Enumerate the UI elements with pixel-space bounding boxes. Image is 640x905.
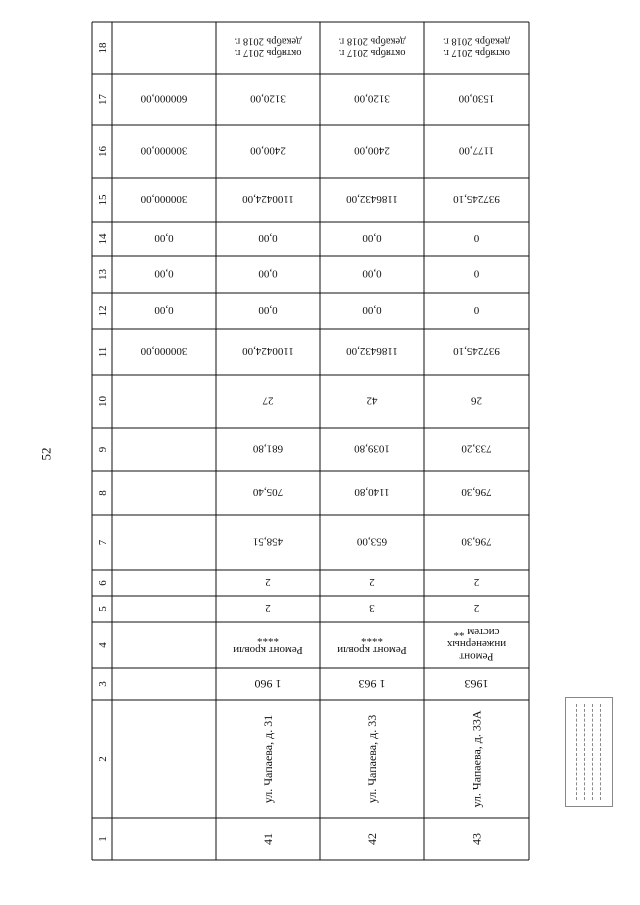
column-number-9 <box>97 446 109 452</box>
row-work-type-line: **** <box>257 632 279 645</box>
row-c6-line: 2 <box>369 576 375 589</box>
row-work-type-line: систем ** <box>453 626 500 639</box>
row-c14-line: 0,00 <box>258 232 278 245</box>
column-number-16 <box>97 146 109 158</box>
row-c10-line: 26 <box>471 394 482 407</box>
row-c6 <box>369 576 375 588</box>
total-c13 <box>154 268 174 280</box>
row-c9 <box>354 443 390 455</box>
row-number <box>365 833 379 845</box>
row-c8 <box>461 486 492 498</box>
row-c5-line: 3 <box>369 602 375 615</box>
row-c14 <box>258 232 278 244</box>
column-number-14-line: 14 <box>96 233 109 245</box>
row-period-line: октябрь 2017 г. <box>234 47 302 59</box>
row-period <box>235 36 302 59</box>
row-c6-line: 2 <box>473 576 480 589</box>
row-period-line: декабрь 2018 г. <box>443 35 510 47</box>
row-work-type-line: Ремонт кровли <box>233 644 303 657</box>
row-c16-line: 2400,00 <box>250 144 286 157</box>
row-work-type <box>233 632 303 656</box>
row-c7 <box>461 536 492 548</box>
row-c13-line: 0,00 <box>258 267 278 280</box>
column-number-18 <box>97 42 109 54</box>
row-c11 <box>346 345 398 357</box>
row-c6 <box>265 576 271 588</box>
row-work-type-line: **** <box>361 632 383 645</box>
row-year-line: 1 960 <box>254 676 282 691</box>
total-c14-line: 0,00 <box>154 232 174 245</box>
row-c10 <box>262 395 274 407</box>
column-number-1-line: 1 <box>96 836 109 842</box>
row-c15 <box>453 193 500 205</box>
row-c15-line: 937245,10 <box>453 193 500 206</box>
row-address <box>261 715 275 803</box>
row-c8-line: 796,30 <box>461 486 492 499</box>
row-address <box>365 715 379 803</box>
row-c16-line: 1177,00 <box>458 144 495 157</box>
row-number-line: 43 <box>469 833 484 845</box>
row-c15 <box>346 193 398 205</box>
column-number-17 <box>97 94 109 106</box>
row-c7-line: 796,30 <box>461 535 492 548</box>
column-number-17-line: 17 <box>96 94 109 105</box>
column-number-7 <box>97 539 109 545</box>
row-c12-line: 0,00 <box>362 304 382 317</box>
column-number-7-line: 7 <box>96 539 109 546</box>
row-c16-line: 2400,00 <box>354 144 390 157</box>
row-work-type <box>337 632 407 656</box>
row-number-line: 41 <box>261 833 276 845</box>
row-c14 <box>362 232 382 244</box>
row-c8-line: 1140,80 <box>354 486 390 499</box>
row-number-line: 42 <box>365 833 380 845</box>
row-c10-line: 27 <box>262 394 274 407</box>
row-c7 <box>253 536 283 548</box>
column-number-15-line: 15 <box>96 194 109 206</box>
row-number <box>470 833 484 845</box>
column-number-8-line: 8 <box>96 490 109 496</box>
row-c17-line: 3120,00 <box>250 92 286 105</box>
total-c17-line: 600000,00 <box>140 92 188 105</box>
row-c10-line: 42 <box>366 394 378 407</box>
row-c13 <box>258 268 278 280</box>
total-c14 <box>154 232 174 244</box>
row-number <box>261 833 275 845</box>
row-c15 <box>242 193 294 205</box>
row-c12 <box>473 304 479 316</box>
row-c16 <box>250 145 286 157</box>
row-c10 <box>367 395 378 407</box>
column-number-12 <box>97 306 109 317</box>
column-number-16-line: 16 <box>96 146 109 157</box>
table-cells <box>97 36 510 845</box>
row-c13 <box>362 268 382 280</box>
row-year-line: 1963 <box>464 676 489 691</box>
column-number-4 <box>97 642 109 648</box>
row-c13 <box>473 268 479 280</box>
row-c9-line: 733,20 <box>461 442 492 455</box>
row-c12-line: 0 <box>473 304 480 317</box>
total-c16 <box>140 145 187 157</box>
row-c11-line: 1100424,00 <box>242 345 294 358</box>
column-number-13-line: 13 <box>96 269 109 280</box>
row-c5 <box>369 602 375 614</box>
total-c15-line: 300000,00 <box>140 193 188 206</box>
row-c7 <box>356 536 387 548</box>
column-number-4-line: 4 <box>96 642 109 648</box>
row-period-line: декабрь 2018 г. <box>234 35 302 47</box>
column-number-5-line: 5 <box>96 606 109 612</box>
row-address-line: ул. Чапаева, д. 33А <box>469 710 484 808</box>
row-c17-line: 1530,00 <box>458 92 495 105</box>
total-c17 <box>140 93 187 105</box>
row-c11 <box>453 345 500 357</box>
row-year <box>359 677 386 691</box>
row-c7-line: 458,51 <box>252 535 284 548</box>
total-c11-line: 300000,00 <box>140 345 188 358</box>
row-c5-line: 2 <box>265 602 271 615</box>
row-period <box>339 36 406 59</box>
row-period-line: декабрь 2018 г. <box>338 35 406 47</box>
row-c7-line: 653,00 <box>356 535 388 548</box>
row-c14 <box>473 232 479 244</box>
row-c16 <box>354 145 390 157</box>
column-number-14 <box>97 233 109 245</box>
row-c8 <box>252 486 283 498</box>
row-c17 <box>250 93 286 105</box>
column-number-8 <box>97 490 109 496</box>
total-c12-line: 0,00 <box>154 304 174 317</box>
row-c17-line: 3120,00 <box>354 92 390 105</box>
total-c11 <box>140 345 187 357</box>
row-address <box>470 710 484 807</box>
row-c12 <box>258 304 278 316</box>
row-c13-line: 0 <box>473 267 480 280</box>
row-c12 <box>362 304 382 316</box>
total-c13-line: 0,00 <box>154 267 174 280</box>
column-number-3 <box>97 681 109 687</box>
column-number-15 <box>97 194 109 206</box>
row-c9 <box>252 443 283 455</box>
row-work-type <box>446 626 506 662</box>
row-c9-line: 681,80 <box>252 442 284 455</box>
row-c15-line: 1186432,00 <box>346 193 398 206</box>
row-c5-line: 2 <box>473 602 480 615</box>
row-c11-line: 1186432,00 <box>346 345 398 358</box>
row-work-type-line: Ремонт <box>459 650 494 663</box>
row-c6-line: 2 <box>265 576 271 589</box>
row-c14-line: 0 <box>473 232 480 245</box>
row-c8 <box>354 486 390 498</box>
row-c13-line: 0,00 <box>362 267 382 280</box>
column-number-11 <box>97 347 109 358</box>
row-work-type-line: инженерных <box>446 638 507 651</box>
column-number-6 <box>97 580 109 586</box>
column-number-6-line: 6 <box>96 580 109 586</box>
page-number: 52 <box>38 447 54 461</box>
row-c16 <box>458 145 494 157</box>
row-c9-line: 1039,80 <box>354 442 390 455</box>
row-c9 <box>461 443 492 455</box>
row-c5 <box>265 602 271 614</box>
row-period-line: октябрь 2017 г. <box>338 47 406 59</box>
row-c17 <box>458 93 494 105</box>
official-stamp <box>565 697 613 807</box>
column-number-10-line: 10 <box>96 396 109 407</box>
total-c16-line: 300000,00 <box>140 144 188 157</box>
row-c11-line: 937245,10 <box>453 345 500 358</box>
column-number-10 <box>97 396 109 408</box>
column-number-5 <box>97 606 109 612</box>
row-c10 <box>471 395 483 407</box>
column-number-9-line: 9 <box>96 446 109 453</box>
column-number-12-line: 12 <box>96 305 109 317</box>
row-year <box>465 677 489 691</box>
column-number-2-line: 2 <box>96 756 109 762</box>
row-period-line: октябрь 2017 г. <box>443 47 510 59</box>
row-address-line: ул. Чапаева, д. 33 <box>365 714 380 804</box>
total-c12 <box>154 304 174 316</box>
row-address-line: ул. Чапаева, д. 31 <box>261 714 276 804</box>
row-work-type-line: Ремонт кровли <box>337 644 407 657</box>
row-c5 <box>474 602 480 614</box>
column-number-2 <box>97 756 109 762</box>
row-c6 <box>474 576 480 588</box>
row-year <box>255 677 282 691</box>
row-c15-line: 1100424,00 <box>242 193 294 206</box>
row-c8-line: 705,40 <box>252 486 284 499</box>
column-number-18-line: 18 <box>96 42 109 54</box>
column-number-11-line: 11 <box>96 346 109 358</box>
row-c12-line: 0,00 <box>258 304 278 317</box>
row-year-line: 1 963 <box>358 676 386 691</box>
total-c15 <box>140 193 187 205</box>
column-number-3-line: 3 <box>96 681 109 687</box>
column-number-1 <box>97 836 109 842</box>
row-c17 <box>354 93 390 105</box>
row-c14-line: 0,00 <box>362 232 382 245</box>
row-c11 <box>242 345 294 357</box>
row-period <box>443 36 510 59</box>
column-number-13 <box>97 269 109 281</box>
